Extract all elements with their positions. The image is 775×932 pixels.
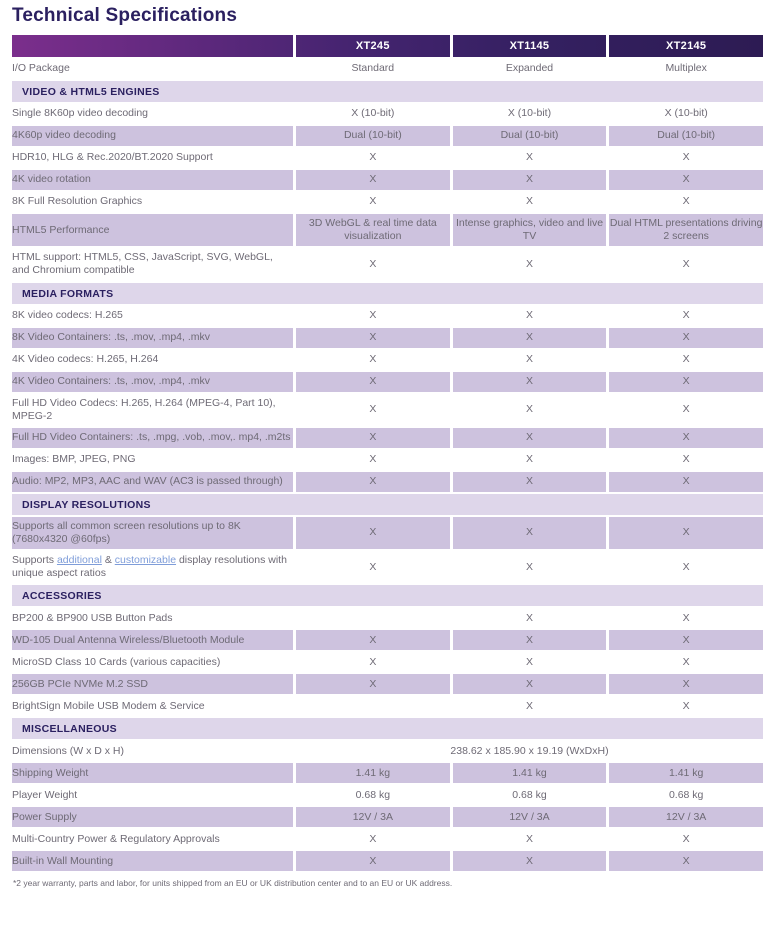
table-row	[12, 148, 763, 168]
spec-value: Multiplex	[606, 59, 763, 79]
table-header-row	[12, 35, 763, 57]
spec-value: X	[450, 652, 607, 672]
spec-value	[293, 696, 450, 716]
spec-value: X	[450, 472, 607, 492]
spec-label: 8K Full Resolution Graphics	[12, 195, 143, 208]
spec-label: 8K Video Containers: .ts, .mov, .mp4, .mkv	[12, 328, 293, 348]
spec-value: X (10-bit)	[606, 104, 763, 124]
spec-value: X	[450, 328, 607, 348]
spec-label: HDR10, HLG & Rec.2020/BT.2020 Support	[12, 151, 213, 164]
table-row	[12, 741, 763, 761]
spec-label: Full HD Video Containers: .ts, .mpg, .vob, .mov,. mp4, .m2ts	[12, 428, 293, 448]
spec-value: X	[293, 170, 450, 190]
spec-value: 1.41 kg	[606, 763, 763, 783]
spec-value: X (10-bit)	[450, 104, 607, 124]
spec-value: X	[606, 851, 763, 871]
spec-value: X	[293, 851, 450, 871]
spec-value: X	[606, 829, 763, 849]
column-header-xt2145: XT2145	[606, 35, 763, 57]
spec-label: BP200 & BP900 USB Button Pads	[12, 611, 173, 624]
spec-table-body	[12, 59, 763, 871]
spec-label: Shipping Weight	[12, 763, 293, 783]
table-row	[12, 170, 763, 190]
spec-value: X	[606, 148, 763, 168]
spec-label: HTML5 Performance	[12, 214, 293, 246]
table-row	[12, 248, 763, 280]
spec-label: Audio: MP2, MP3, AAC and WAV (AC3 is passed through)	[12, 472, 293, 492]
spec-value: X	[450, 630, 607, 650]
spec-label: 4K60p video decoding	[12, 126, 293, 146]
spec-value: X	[293, 350, 450, 370]
spec-value: X	[450, 450, 607, 470]
spec-label: Dimensions (W x D x H)	[12, 744, 125, 757]
section-header-row	[12, 718, 763, 739]
spec-value: X	[606, 248, 763, 280]
spec-value: X	[606, 170, 763, 190]
section-title: ACCESSORIES	[22, 590, 102, 603]
spec-label: 256GB PCIe NVMe M.2 SSD	[12, 674, 293, 694]
spec-value: X	[606, 394, 763, 426]
spec-label: Power Supply	[12, 807, 293, 827]
spec-value: X	[606, 450, 763, 470]
section-title: MEDIA FORMATS	[22, 287, 114, 300]
spec-value-span: 238.62 x 185.90 x 19.19 (WxDxH)	[293, 741, 763, 761]
spec-label: WD-105 Dual Antenna Wireless/Bluetooth Module	[12, 630, 293, 650]
spec-value: X	[606, 696, 763, 716]
spec-value: X	[450, 829, 607, 849]
table-row	[12, 59, 763, 79]
spec-label: Multi-Country Power & Regulatory Approvals	[12, 832, 220, 845]
spec-value: Dual (10-bit)	[293, 126, 450, 146]
spec-value: X	[450, 428, 607, 448]
spec-value	[293, 608, 450, 628]
spec-value: X	[450, 170, 607, 190]
section-header-row	[12, 585, 763, 606]
page-title: Technical Specifications	[12, 5, 238, 26]
table-row	[12, 126, 763, 146]
column-header-xt1145: XT1145	[450, 35, 607, 57]
spec-value: 1.41 kg	[450, 763, 607, 783]
spec-value: Expanded	[450, 59, 607, 79]
table-row	[12, 350, 763, 370]
spec-value: Standard	[293, 59, 450, 79]
spec-label: Player Weight	[12, 788, 78, 801]
spec-value: X	[606, 674, 763, 694]
spec-value: X	[293, 450, 450, 470]
spec-value: X	[293, 472, 450, 492]
spec-label: HTML support: HTML5, CSS, JavaScript, SVG, WebGL, and Chromium compatible	[12, 251, 273, 277]
spec-value: X	[450, 696, 607, 716]
spec-value: X	[606, 630, 763, 650]
section-title: VIDEO & HTML5 ENGINES	[22, 86, 160, 98]
spec-value: X	[293, 148, 450, 168]
table-row	[12, 192, 763, 212]
spec-value: X	[606, 652, 763, 672]
spec-label: Images: BMP, JPEG, PNG	[12, 453, 136, 466]
table-row	[12, 104, 763, 124]
spec-value: X	[293, 306, 450, 326]
spec-value: X	[606, 608, 763, 628]
table-row	[12, 696, 763, 716]
spec-label: 4K video rotation	[12, 170, 293, 190]
table-row	[12, 372, 763, 392]
table-row	[12, 450, 763, 470]
header-empty-cell	[12, 35, 293, 57]
spec-value: X (10-bit)	[293, 104, 450, 124]
table-row	[12, 428, 763, 448]
spec-value: X	[606, 517, 763, 549]
warranty-footnote: *2 year warranty, parts and labor, for units shipped from an EU or UK distribution center and to an EU or UK address.	[13, 878, 453, 889]
spec-value: X	[293, 248, 450, 280]
spec-value: X	[450, 148, 607, 168]
spec-value: X	[293, 551, 450, 583]
section-header-row	[12, 494, 763, 515]
spec-label: Single 8K60p video decoding	[12, 107, 149, 120]
spec-label: I/O Package	[12, 62, 70, 75]
spec-value: X	[293, 674, 450, 694]
spec-value: X	[450, 674, 607, 694]
table-row	[12, 807, 763, 827]
table-row	[12, 214, 763, 246]
spec-value: 12V / 3A	[293, 807, 450, 827]
spec-label: Supports additional & customizable display resolutions with unique aspect ratios	[12, 554, 287, 580]
spec-value: X	[293, 829, 450, 849]
spec-value: X	[450, 248, 607, 280]
spec-value: Dual (10-bit)	[606, 126, 763, 146]
spec-label: 4K Video Containers: .ts, .mov, .mp4, .mkv	[12, 372, 293, 392]
spec-value: X	[293, 428, 450, 448]
spec-label: MicroSD Class 10 Cards (various capacities)	[12, 655, 221, 668]
spec-value: X	[606, 372, 763, 392]
spec-value: X	[293, 394, 450, 426]
spec-value: X	[450, 372, 607, 392]
table-row	[12, 630, 763, 650]
spec-label: Full HD Video Codecs: H.265, H.264 (MPEG-4, Part 10), MPEG-2	[12, 396, 276, 422]
spec-value: X	[606, 306, 763, 326]
spec-value: X	[293, 630, 450, 650]
section-header-row	[12, 283, 763, 304]
spec-value: 1.41 kg	[293, 763, 450, 783]
table-row	[12, 551, 763, 583]
spec-value: Dual (10-bit)	[450, 126, 607, 146]
spec-value: X	[606, 428, 763, 448]
table-row	[12, 763, 763, 783]
spec-value: X	[450, 608, 607, 628]
table-row	[12, 851, 763, 871]
spec-value: X	[450, 306, 607, 326]
table-row	[12, 328, 763, 348]
table-row	[12, 394, 763, 426]
spec-value: Dual HTML presentations driving 2 screens	[606, 214, 763, 246]
spec-label: 4K Video codecs: H.265, H.264	[12, 352, 159, 365]
table-row	[12, 829, 763, 849]
column-header-xt245: XT245	[293, 35, 450, 57]
table-row	[12, 652, 763, 672]
spec-value: X	[450, 551, 607, 583]
spec-value: X	[450, 394, 607, 426]
table-row	[12, 517, 763, 549]
additional-link[interactable]: additional	[56, 554, 102, 566]
spec-value: X	[606, 192, 763, 212]
spec-value: X	[450, 192, 607, 212]
table-row	[12, 306, 763, 326]
section-header-row	[12, 81, 763, 102]
spec-value: X	[293, 192, 450, 212]
spec-value: 12V / 3A	[606, 807, 763, 827]
spec-value: X	[606, 472, 763, 492]
table-row	[12, 674, 763, 694]
section-title: DISPLAY RESOLUTIONS	[22, 498, 151, 511]
spec-label: BrightSign Mobile USB Modem & Service	[12, 699, 205, 712]
table-row	[12, 472, 763, 492]
spec-value: X	[606, 350, 763, 370]
spec-value: X	[293, 372, 450, 392]
spec-value: X	[293, 652, 450, 672]
spec-value: X	[606, 328, 763, 348]
table-row	[12, 785, 763, 805]
spec-value: 12V / 3A	[450, 807, 607, 827]
spec-label: 8K video codecs: H.265	[12, 308, 123, 321]
spec-value: X	[450, 350, 607, 370]
customizable-link[interactable]: customizable	[114, 554, 177, 566]
spec-value: 3D WebGL & real time data visualization	[293, 214, 450, 246]
spec-label: Built-in Wall Mounting	[12, 851, 293, 871]
spec-value: X	[293, 328, 450, 348]
spec-value: X	[450, 851, 607, 871]
section-title: MISCELLANEOUS	[22, 723, 117, 736]
spec-value: Intense graphics, video and live TV	[450, 214, 607, 246]
spec-value: X	[606, 551, 763, 583]
spec-value: X	[450, 517, 607, 549]
spec-value: 0.68 kg	[293, 785, 450, 805]
table-row	[12, 608, 763, 628]
spec-value: 0.68 kg	[606, 785, 763, 805]
spec-value: X	[293, 517, 450, 549]
spec-value: 0.68 kg	[450, 785, 607, 805]
spec-table	[12, 35, 763, 871]
spec-label: Supports all common screen resolutions up to 8K (7680x4320 @60fps)	[12, 517, 293, 549]
